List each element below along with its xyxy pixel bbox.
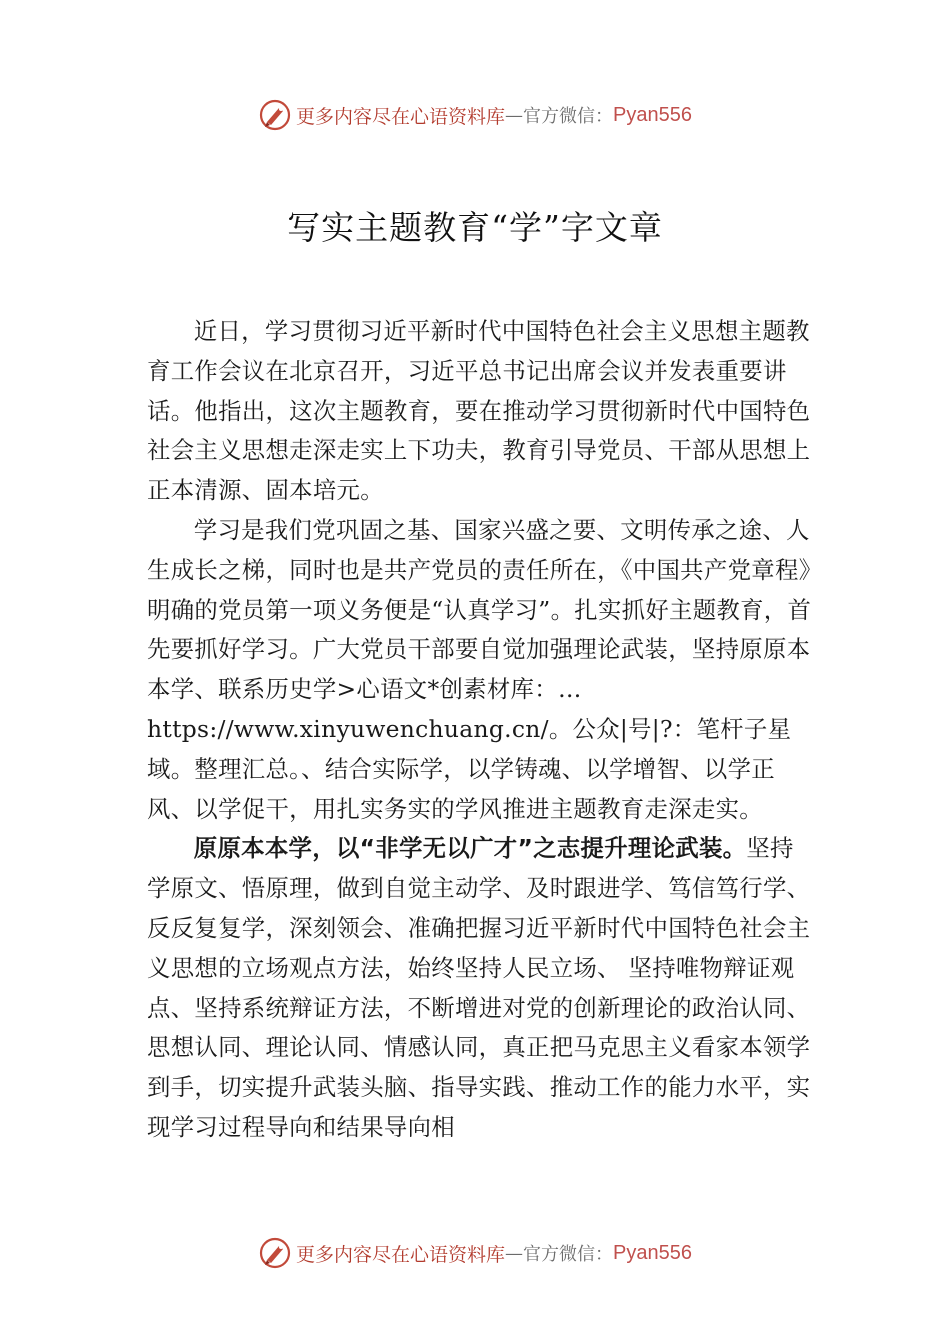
paragraph-2: 学习是我们党巩固之基、国家兴盛之要、文明传承之途、人生成长之梯，同时也是共产党员的责任所在，《中国共产党章程》明确的党员第一项义务便是“认真学习”。扎实抓好主题教育，首先要抓好学习。广大党员干部要自觉加强理论武装，坚持原原本本学、联系历史学>心语文*创素材库：…https://www.xinyuwenchuang.cn/。公众|号|?：笔杆子星域。整理汇总。、结合实际学，以学铸魂、以学增智、以学正风、以学促干，用扎实务实的学风推进主题教育走深走实。 (147, 515, 812, 823)
banner-wechat-id: Pyan556 (613, 103, 692, 126)
pen-nib-logo-icon (258, 98, 292, 132)
paragraph-3-body: 坚持学原文、悟原理，做到自觉主动学、及时跟进学、笃信笃行学、反反复复学，深刻领会、准确把握习近平新时代中国特色社会主义思想的立场观点方法，始终坚持人民立场、 坚持唯物辩证观点、坚持系统辩证方法，不断增进对党的创新理论的政治认同、思想认同、理论认同、情感认同，真正把马克思主义看家本领学到手，切实提升武装头脑、指导实践、推动工作的能力水平，实现学习过程导向和结果导向相 (147, 834, 811, 1141)
banner-wechat-label: 官方微信： (523, 106, 614, 127)
footer-banner (0, 1233, 950, 1273)
banner-separator: — (505, 104, 524, 126)
banner-title: 更多内容尽在心语资料库 (296, 105, 506, 128)
header-banner (0, 95, 950, 135)
banner-title: 更多内容尽在心语资料库 (296, 1243, 506, 1266)
pen-nib-logo-icon (258, 1236, 292, 1270)
paragraph-3 (147, 829, 812, 1147)
banner-wechat-id: Pyan556 (613, 1241, 692, 1264)
banner-separator: — (505, 1242, 524, 1264)
paragraph-3-heading: 原原本本学，以“非学无以广才”之志提升理论武装。 (193, 834, 747, 863)
banner-wechat-label: 官方微信： (523, 1244, 614, 1265)
document-title: 写实主题教育“学”字文章 (287, 208, 663, 247)
document-body (147, 312, 812, 1148)
paragraph-1: 近日，学习贯彻习近平新时代中国特色社会主义思想主题教育工作会议在北京召开，习近平总书记出席会议并发表重要讲话。他指出，这次主题教育，要在推动学习贯彻新时代中国特色社会主义思想走深走实上下功夫，教育引导党员、干部从思想上正本清源、固本培元。 (147, 317, 811, 505)
